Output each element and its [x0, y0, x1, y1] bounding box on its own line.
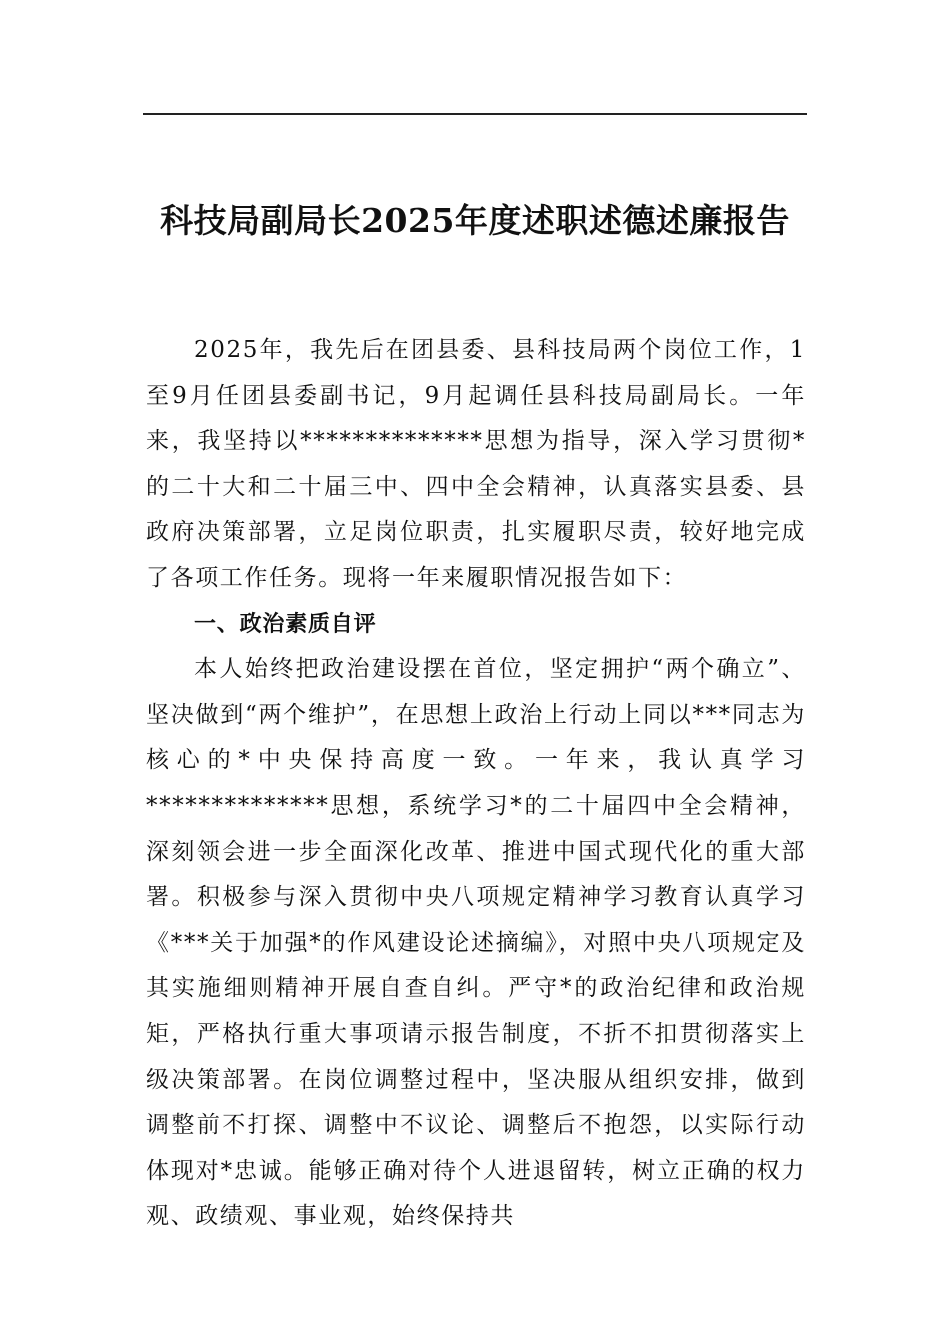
intro-paragraph: 2025年，我先后在团县委、县科技局两个岗位工作，1至9月任团县委副书记，9月起调任县科技局副局长。一年来，我坚持以**************思想为指导，深入学习贯彻*的二十大和二十届三中、四中全会精神，认真落实县委、县政府决策部署，立足岗位职责，扎实履职尽责，较好地完成了各项工作任务。现将一年来履职情况报告如下： — [146, 337, 806, 591]
section-heading-political: 一、政治素质自评 — [194, 611, 377, 637]
document-body — [146, 328, 806, 1240]
section-paragraph-political: 本人始终把政治建设摆在首位，坚定拥护“两个确立”、坚决做到“两个维护”，在思想上政治上行动上同以***同志为核心的*中央保持高度一致。一年来，我认真学习**************思想，系统学习*的二十届四中全会精神，深刻领会进一步全面深化改革、推进中国式现代化的重大部署。积极参与深入贯彻中央八项规定精神学习教育认真学习《***关于加强*的作风建设论述摘编》，对照中央八项规定及其实施细则精神开展自查自纠。严守*的政治纪律和政治规矩，严格执行重大事项请示报告制度，不折不扣贯彻落实上级决策部署。在岗位调整过程中，坚决服从组织安排，做到调整前不打探、调整中不议论、调整后不抱怨，以实际行动体现对*忠诚。能够正确对待个人进退留转，树立正确的权力观、政绩观、事业观，始终保持共 — [146, 656, 806, 1230]
document-title: 科技局副局长2025年度述职述德述廉报告 — [160, 201, 790, 240]
header-rule — [143, 113, 807, 115]
